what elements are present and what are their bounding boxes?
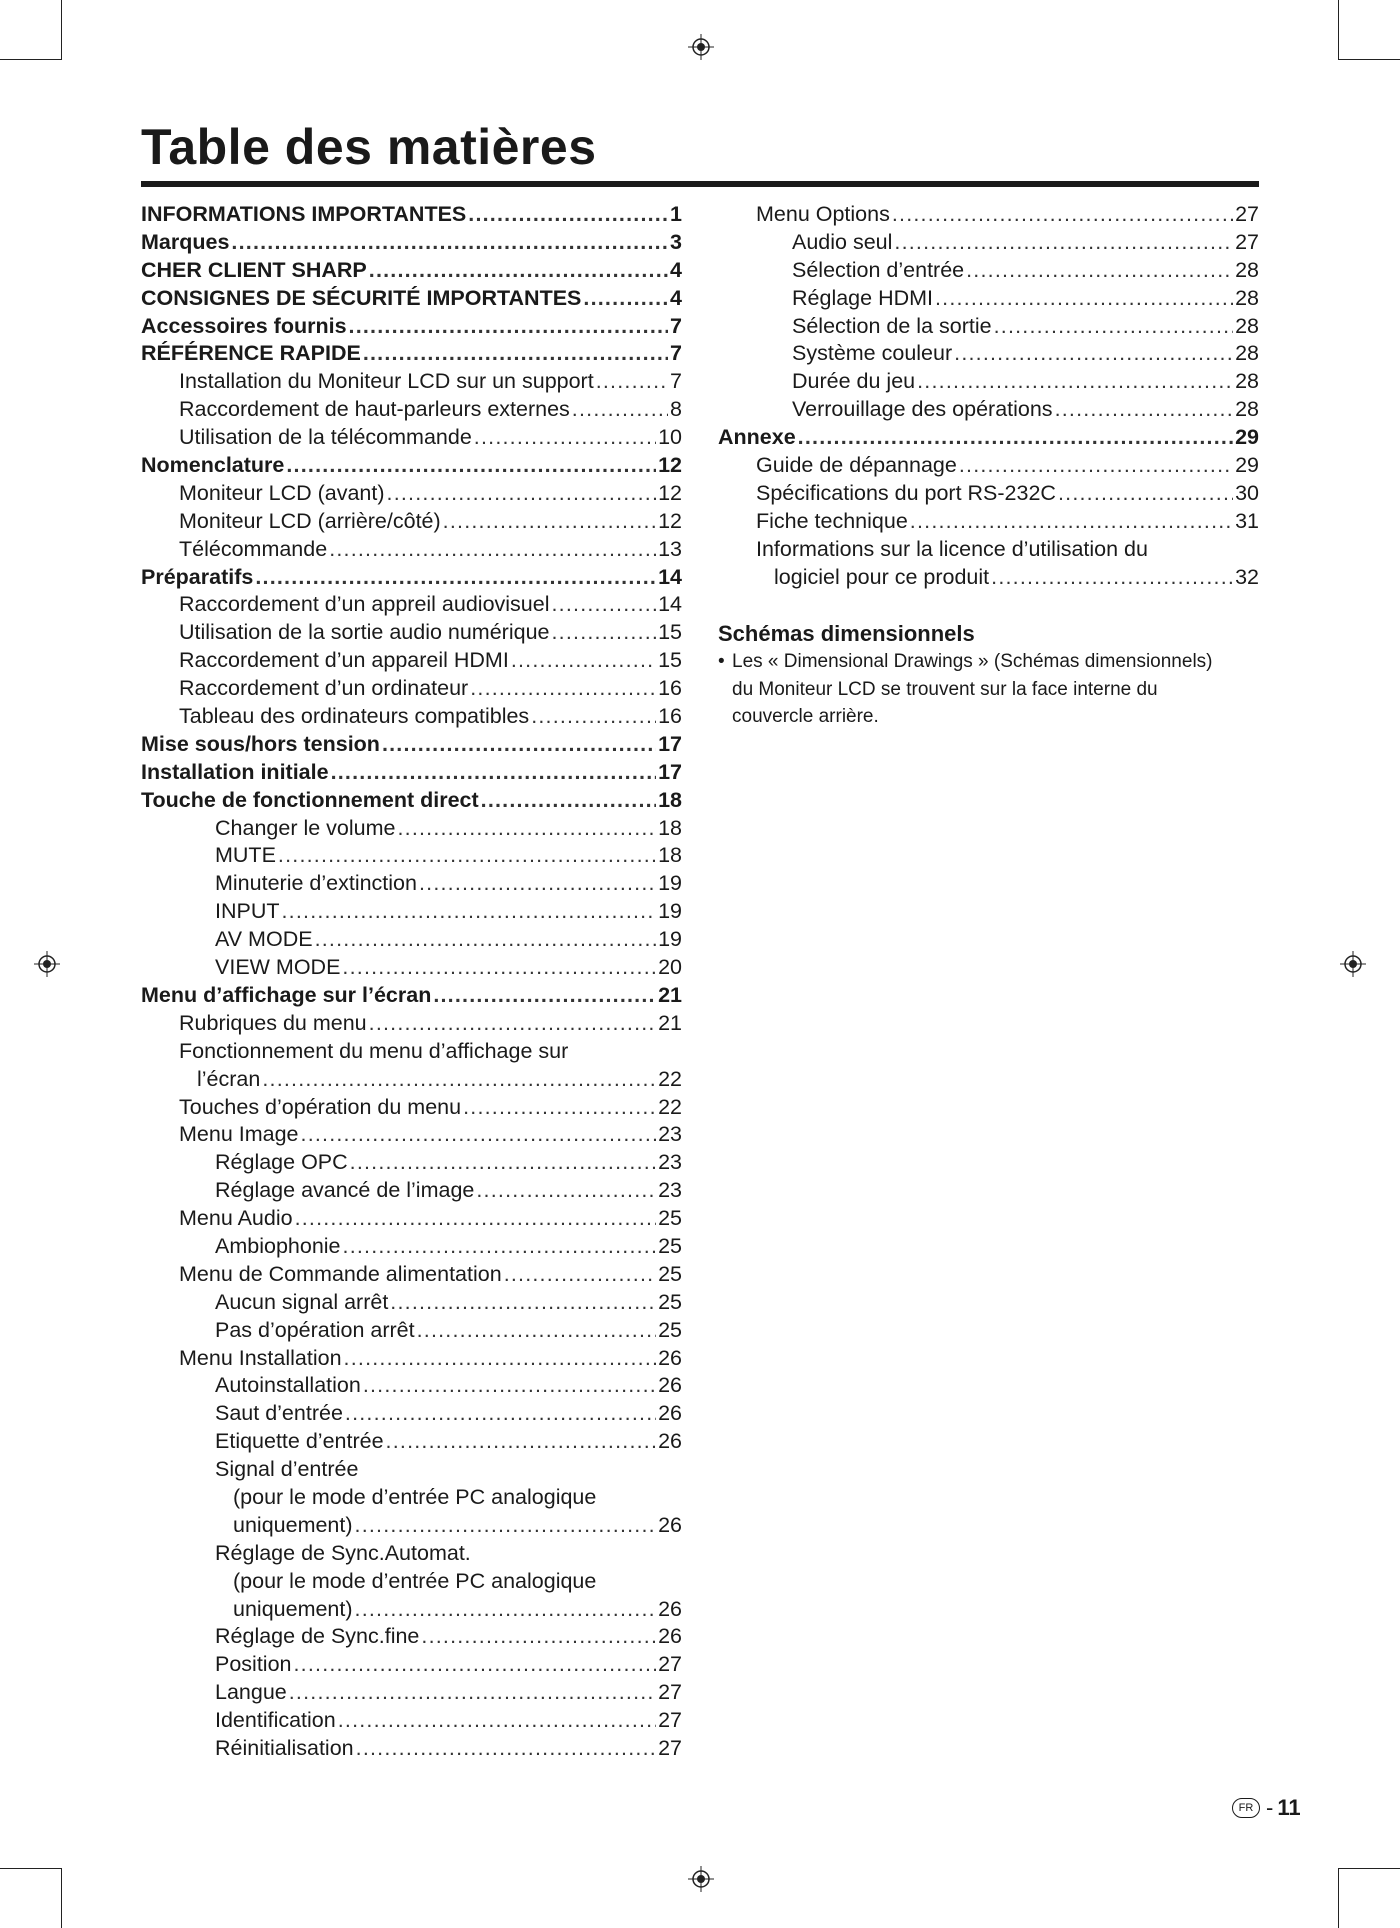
toc-leader-dots (363, 1372, 656, 1400)
toc-entry-title: Rubriques du menu (179, 1010, 367, 1035)
toc-entry-title: Accessoires fournis (141, 313, 347, 338)
toc-entry (141, 647, 682, 675)
crop-mark (61, 1868, 62, 1928)
registration-mark-icon (688, 1866, 714, 1892)
toc-leader-dots (419, 870, 656, 898)
toc-entry (141, 898, 682, 926)
toc-leader-dots (382, 731, 656, 759)
toc-entry (141, 1261, 682, 1289)
toc-entry-page: 26 (658, 1345, 682, 1370)
toc-entry-title: Télécommande (179, 536, 328, 561)
toc-entry-title: (pour le mode d’entrée PC analogique (233, 1484, 597, 1509)
toc-entry-title: INPUT (215, 899, 280, 924)
toc-entry-page: 3 (670, 229, 682, 254)
toc-entry-title: Réinitialisation (215, 1735, 354, 1760)
toc-leader-dots (343, 1233, 657, 1261)
crop-mark (0, 1868, 62, 1869)
toc-entry-page: 17 (658, 731, 682, 756)
toc-entry-title: Touche de fonctionnement direct (141, 787, 479, 812)
toc-entry-title: Minuterie d’extinction (215, 871, 417, 896)
toc-entry-title: INFORMATIONS IMPORTANTES (141, 202, 467, 226)
toc-entry-page: 26 (658, 1429, 682, 1454)
toc-entry-page: 14 (658, 564, 682, 589)
toc-entry-title: uniquement) (233, 1596, 353, 1621)
toc-entry (141, 675, 682, 703)
toc-entry-title: Menu Options (756, 202, 890, 226)
toc-entry-page: 25 (658, 1233, 682, 1258)
toc-entry-page: 26 (658, 1596, 682, 1621)
toc-leader-dots (511, 647, 656, 675)
toc-entry (141, 759, 682, 787)
toc-entry (141, 480, 682, 508)
toc-entry-title: CHER CLIENT SHARP (141, 257, 367, 282)
toc-entry (141, 842, 682, 870)
toc-leader-dots (966, 257, 1233, 285)
toc-leader-dots (329, 536, 656, 564)
toc-leader-dots (433, 982, 656, 1010)
toc-leader-dots (798, 424, 1233, 452)
toc-entry (718, 424, 1259, 452)
toc-entry (141, 1512, 682, 1540)
toc-entry (141, 1066, 682, 1094)
toc-entry-page: 22 (658, 1066, 682, 1091)
toc-entry-title: Utilisation de la sortie audio numérique (179, 620, 550, 645)
toc-entry-page: 12 (658, 480, 682, 505)
toc-entry (141, 870, 682, 898)
toc-entry (141, 536, 682, 564)
crop-mark (1338, 59, 1400, 60)
toc-entry-page: 16 (658, 704, 682, 729)
toc-entry-page: 23 (658, 1178, 682, 1203)
toc-leader-dots (255, 564, 656, 592)
toc-entry (141, 564, 682, 592)
toc-entry-title: Audio seul (792, 229, 893, 254)
title-rule (141, 181, 1259, 187)
toc-entry-page: 16 (658, 676, 682, 701)
toc-leader-dots (892, 201, 1233, 229)
toc-entry-title: Etiquette d’entrée (215, 1429, 384, 1454)
toc-entry-title: logiciel pour ce produit (774, 564, 990, 589)
toc-entry (141, 1707, 682, 1735)
toc-leader-dots (959, 452, 1233, 480)
toc-entry (141, 229, 682, 257)
toc-entry-title: uniquement) (233, 1512, 353, 1537)
toc-entry-title: Tableau des ordinateurs compatibles (179, 704, 530, 729)
toc-entry-page: 25 (658, 1206, 682, 1231)
toc-entry (718, 285, 1259, 313)
toc-entry-title: Raccordement d’un appreil audiovisuel (179, 592, 550, 617)
toc-entry (141, 1233, 682, 1261)
toc-entry (141, 1372, 682, 1400)
toc-entry-title: AV MODE (215, 927, 313, 952)
toc-entry-title: Fonctionnement du menu d’affichage sur (179, 1038, 569, 1063)
toc-entry-page: 29 (1235, 453, 1259, 478)
page-number-value: 11 (1277, 1795, 1301, 1820)
toc-leader-dots (917, 368, 1233, 396)
toc-entry (718, 340, 1259, 368)
toc-left-column (141, 201, 682, 1763)
toc-leader-dots (476, 1177, 656, 1205)
toc-entry (141, 424, 682, 452)
toc-entry-title: Saut d’entrée (215, 1401, 343, 1426)
toc-entry (141, 1735, 682, 1763)
toc-entry-title: Nomenclature (141, 453, 285, 478)
toc-entry-page: 25 (658, 1317, 682, 1342)
toc-entry (718, 396, 1259, 424)
toc-entry (141, 452, 682, 480)
toc-entry (141, 1345, 682, 1373)
toc-leader-dots (583, 285, 668, 313)
page-title: Table des matières (141, 119, 597, 175)
toc-entry-page: 28 (1235, 369, 1259, 394)
toc-leader-dots (443, 508, 656, 536)
toc-entry-page: 18 (658, 787, 682, 812)
toc-entry (141, 1400, 682, 1428)
toc-entry-page: 1 (670, 202, 682, 226)
toc-entry-page: 27 (658, 1652, 682, 1677)
toc-entry-page: 32 (1235, 564, 1259, 589)
crop-mark (1338, 1868, 1339, 1928)
toc-leader-dots (286, 452, 656, 480)
toc-entry-title: Autoinstallation (215, 1373, 361, 1398)
toc-entry-page: 19 (658, 871, 682, 896)
toc-entry-page: 28 (1235, 397, 1259, 422)
toc-entry-title: Menu d’affichage sur l’écran (141, 982, 432, 1007)
toc-entry-title: Marques (141, 229, 230, 254)
page-number-separator: - (1266, 1795, 1274, 1820)
toc-entry-title: Réglage HDMI (792, 285, 933, 310)
toc-entry-page: 13 (658, 536, 682, 561)
crop-mark (0, 59, 62, 60)
toc-entry (141, 1317, 682, 1345)
toc-leader-dots (1055, 396, 1234, 424)
toc-entry-page: 27 (1235, 202, 1259, 226)
toc-entry-title: Pas d’opération arrêt (215, 1317, 415, 1342)
toc-entry-page: 15 (658, 620, 682, 645)
toc-entry-page: 25 (658, 1289, 682, 1314)
toc-entry-title: Sélection de la sortie (792, 313, 992, 338)
toc-entry-title: Position (215, 1652, 292, 1677)
toc-entry (141, 313, 682, 341)
toc-leader-dots (552, 619, 657, 647)
toc-entry-page: 18 (658, 815, 682, 840)
toc-entry (141, 368, 682, 396)
toc-leader-dots (356, 1735, 656, 1763)
toc-entry (718, 201, 1259, 229)
toc-entry (141, 340, 682, 368)
toc-entry-page: 23 (658, 1150, 682, 1175)
toc-leader-dots (421, 1623, 656, 1651)
toc-entry-title: Réglage OPC (215, 1150, 348, 1175)
toc-leader-dots (350, 1149, 656, 1177)
toc-leader-dots (463, 1094, 656, 1122)
toc-entry-title: Menu Image (179, 1122, 299, 1147)
toc-entry-title: Mise sous/hors tension (141, 731, 380, 756)
toc-entry-title: Identification (215, 1708, 336, 1733)
registration-mark-icon (34, 951, 60, 977)
toc-leader-dots (342, 954, 656, 982)
toc-entry-title: Fiche technique (756, 508, 908, 533)
toc-entry-page: 27 (658, 1680, 682, 1705)
toc-leader-dots (363, 340, 668, 368)
toc-leader-dots (531, 703, 656, 731)
toc-entry-title: l’écran (197, 1066, 261, 1091)
toc-entry-title: Aucun signal arrêt (215, 1289, 389, 1314)
toc-entry-title: Informations sur la licence d’utilisation du (756, 536, 1148, 561)
toc-entry (718, 564, 1259, 592)
bullet-icon: • (718, 651, 725, 672)
toc-entry (141, 1623, 682, 1651)
toc-leader-dots (470, 675, 656, 703)
toc-entry-title: Menu Audio (179, 1206, 293, 1231)
toc-entry-title: Raccordement d’un ordinateur (179, 676, 469, 701)
toc-entry (718, 257, 1259, 285)
toc-entry-title: Langue (215, 1680, 287, 1705)
toc-entry (141, 285, 682, 313)
toc-leader-dots (910, 508, 1233, 536)
toc-entry-page: 28 (1235, 313, 1259, 338)
toc-entry-page: 31 (1235, 508, 1259, 533)
toc-entry (141, 954, 682, 982)
toc-leader-dots (552, 591, 657, 619)
language-badge-icon: FR (1232, 1798, 1260, 1818)
toc-right-column (718, 201, 1259, 591)
toc-entry (141, 815, 682, 843)
toc-entry-page: 20 (658, 955, 682, 980)
toc-leader-dots (315, 926, 657, 954)
toc-leader-dots (295, 1205, 657, 1233)
toc-entry-page: 10 (658, 425, 682, 450)
toc-leader-dots (282, 898, 657, 926)
toc-entry (141, 1596, 682, 1624)
toc-entry-page: 7 (670, 341, 682, 366)
toc-entry-title: (pour le mode d’entrée PC analogique (233, 1568, 597, 1593)
toc-leader-dots (301, 1121, 657, 1149)
toc-entry (141, 257, 682, 285)
toc-entry-page: 7 (670, 369, 682, 394)
page-number (1232, 1795, 1301, 1821)
toc-entry (718, 508, 1259, 536)
toc-entry-page: 8 (670, 397, 682, 422)
toc-entry-title: Préparatifs (141, 564, 254, 589)
toc-entry (141, 787, 682, 815)
toc-leader-dots (935, 285, 1233, 313)
crop-mark (1338, 0, 1339, 60)
toc-leader-dots (338, 1707, 656, 1735)
toc-entry-title: Ambiophonie (215, 1233, 341, 1258)
toc-entry (141, 619, 682, 647)
toc-entry-title: Moniteur LCD (arrière/côté) (179, 508, 441, 533)
toc-entry-title: Installation initiale (141, 759, 329, 784)
toc-leader-dots (894, 229, 1233, 257)
toc-entry-title: Guide de dépannage (756, 453, 957, 478)
registration-mark-icon (1340, 951, 1366, 977)
toc-entry (718, 452, 1259, 480)
toc-entry (141, 396, 682, 424)
toc-entry (718, 313, 1259, 341)
toc-entry (141, 1121, 682, 1149)
toc-leader-dots (278, 842, 656, 870)
toc-entry-title: MUTE (215, 843, 276, 868)
toc-entry-title: Réglage de Sync.Automat. (215, 1540, 471, 1565)
toc-entry (141, 1094, 682, 1122)
toc-leader-dots (387, 480, 657, 508)
toc-entry-page: 26 (658, 1512, 682, 1537)
dimensional-heading: Schémas dimensionnels (718, 621, 975, 646)
toc-leader-dots (355, 1596, 657, 1624)
toc-entry-page: 28 (1235, 341, 1259, 366)
toc-entry (141, 982, 682, 1010)
note-line: du Moniteur LCD se trouvent sur la face interne du (732, 678, 1158, 700)
toc-leader-dots (345, 1400, 656, 1428)
toc-leader-dots (954, 340, 1233, 368)
note-line (718, 648, 1278, 676)
toc-leader-dots (344, 1345, 657, 1373)
toc-entry-title: Touches d’opération du menu (179, 1094, 462, 1119)
toc-entry-page: 30 (1235, 480, 1259, 505)
toc-entry (141, 1428, 682, 1456)
toc-leader-dots (572, 396, 668, 424)
toc-entry (141, 926, 682, 954)
toc-entry-page: 17 (658, 759, 682, 784)
note-text: Les « Dimensional Drawings » (Schémas dimensionnels) (732, 651, 1213, 672)
toc-entry (141, 703, 682, 731)
toc-entry-page: 21 (658, 982, 682, 1007)
dimensional-note (718, 648, 1278, 731)
toc-entry-page: 18 (658, 843, 682, 868)
toc-entry (141, 1010, 682, 1038)
toc-entry-title: Réglage de Sync.fine (215, 1624, 420, 1649)
toc-entry (141, 201, 682, 229)
toc-leader-dots (355, 1512, 657, 1540)
toc-leader-dots (994, 313, 1233, 341)
toc-leader-dots (231, 229, 668, 257)
toc-entry-page: 27 (658, 1735, 682, 1760)
toc-leader-dots (390, 1289, 656, 1317)
toc-leader-dots (474, 424, 656, 452)
toc-leader-dots (369, 257, 668, 285)
toc-entry-title: Changer le volume (215, 815, 396, 840)
toc-entry-title: Durée du jeu (792, 369, 916, 394)
toc-entry-page: 28 (1235, 285, 1259, 310)
toc-entry-page: 29 (1235, 425, 1259, 450)
toc-entry (141, 1651, 682, 1679)
toc-entry-page: 12 (658, 453, 682, 478)
toc-entry-page: 26 (658, 1401, 682, 1426)
toc-leader-dots (369, 1010, 656, 1038)
toc-entry-page: 22 (658, 1094, 682, 1119)
toc-entry-page: 27 (1235, 229, 1259, 254)
toc-entry-title: Système couleur (792, 341, 953, 366)
toc-leader-dots (397, 815, 656, 843)
toc-entry-title: Signal d’entrée (215, 1457, 359, 1482)
toc-entry-title: VIEW MODE (215, 955, 341, 980)
toc-entry-title: Annexe (718, 425, 796, 450)
toc-entry-title: Moniteur LCD (avant) (179, 480, 385, 505)
toc-leader-dots (991, 564, 1233, 592)
toc-entry-page: 26 (658, 1373, 682, 1398)
toc-entry-page: 4 (670, 257, 682, 282)
toc-entry-title: Raccordement de haut-parleurs externes (179, 397, 570, 422)
toc-leader-dots (331, 759, 657, 787)
registration-mark-icon (688, 34, 714, 60)
toc-entry-page: 23 (658, 1122, 682, 1147)
toc-entry-title: Utilisation de la télécommande (179, 425, 472, 450)
toc-entry-page: 21 (658, 1010, 682, 1035)
toc-leader-dots (349, 313, 669, 341)
crop-mark (1338, 1868, 1400, 1869)
toc-entry (141, 1205, 682, 1233)
toc-entry-page: 25 (658, 1261, 682, 1286)
toc-entry (141, 508, 682, 536)
toc-entry-title: Menu Installation (179, 1345, 342, 1370)
toc-entry-page: 19 (658, 927, 682, 952)
toc-entry (718, 480, 1259, 508)
toc-entry-page: 28 (1235, 257, 1259, 282)
toc-leader-dots (386, 1428, 657, 1456)
toc-entry-title: Installation du Moniteur LCD sur un support (179, 369, 594, 394)
toc-entry-page: 4 (670, 285, 682, 310)
toc-entry-page: 12 (658, 508, 682, 533)
toc-leader-dots (262, 1066, 656, 1094)
toc-leader-dots (504, 1261, 656, 1289)
toc-entry (141, 591, 682, 619)
toc-entry (718, 368, 1259, 396)
toc-leader-dots (417, 1317, 656, 1345)
toc-entry-page: 14 (658, 592, 682, 617)
toc-entry-title: RÉFÉRENCE RAPIDE (141, 341, 361, 366)
toc-leader-dots (289, 1679, 656, 1707)
toc-entry-page: 27 (658, 1708, 682, 1733)
toc-entry-title: Sélection d’entrée (792, 257, 965, 282)
toc-leader-dots (596, 368, 668, 396)
toc-leader-dots (468, 201, 668, 229)
toc-entry (141, 1149, 682, 1177)
toc-entry (718, 229, 1259, 257)
toc-leader-dots (1058, 480, 1233, 508)
toc-entry-page: 26 (658, 1624, 682, 1649)
toc-entry-title: Menu de Commande alimentation (179, 1261, 502, 1286)
toc-entry-title: Réglage avancé de l’image (215, 1178, 475, 1203)
toc-entry (141, 1289, 682, 1317)
crop-mark (61, 0, 62, 60)
toc-entry-page: 7 (670, 313, 682, 338)
toc-leader-dots (481, 787, 656, 815)
toc-entry-title: Spécifications du port RS-232C (756, 480, 1056, 505)
toc-entry-title: CONSIGNES DE SÉCURITÉ IMPORTANTES (141, 285, 582, 310)
toc-entry-title: Verrouillage des opérations (792, 397, 1053, 422)
toc-leader-dots (294, 1651, 657, 1679)
toc-entry-page: 19 (658, 899, 682, 924)
toc-entry-page: 15 (658, 648, 682, 673)
toc-entry (141, 1177, 682, 1205)
note-line: couvercle arrière. (732, 706, 879, 727)
toc-entry (141, 731, 682, 759)
toc-entry (141, 1679, 682, 1707)
toc-entry-title: Raccordement d’un appareil HDMI (179, 648, 509, 673)
